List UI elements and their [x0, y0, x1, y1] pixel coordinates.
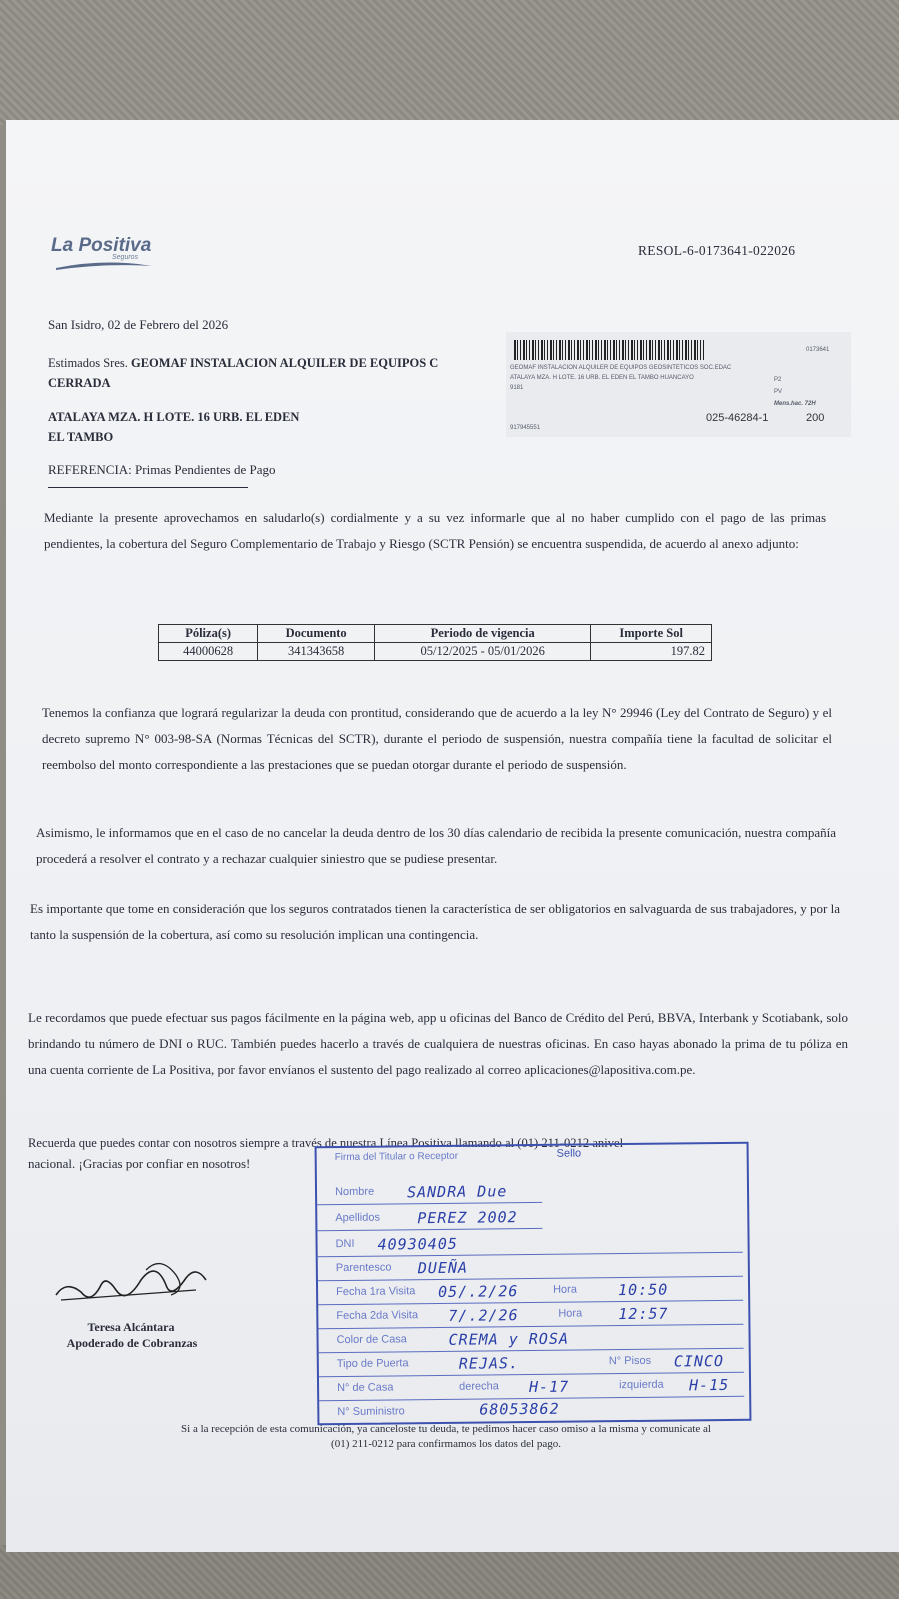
stamp-label-suministro: N° Suministro [337, 1405, 405, 1419]
delivery-stamp [315, 1142, 752, 1426]
address-line-2: EL TAMBO [48, 430, 114, 444]
stamp-value-dni: 40930405 [377, 1234, 458, 1254]
stamp-value-fecha2: 7/.2/26 [448, 1306, 519, 1325]
stamp-label-derecha: derecha [459, 1380, 499, 1393]
stamp-label-apellidos: Apellidos [335, 1211, 381, 1225]
paragraph-5: Le recordamos que puede efectuar sus pagos fácilmente en la página web, app u oficinas del Banco de Crédito del Perú, BBVA, Interbank y Scotiabank, solo brindando tu número de DNI o RUC. También puedes hacerlo a través de cualquiera de nuestras oficinas. En caso hayas abonado la prima de tu póliza en una cuenta corriente de La Positiva, por favor envíanos el sustento del pago realizado al correo aplicaciones@lapositiva.com.pe. [28, 1010, 848, 1077]
stamp-row-apellidos [317, 1206, 542, 1231]
label-line-1: GEOMAF INSTALACION ALQUILER DE EQUIPOS GEOSINTETICOS SOC.EDAC [510, 365, 732, 371]
label-side-pv: PV [774, 389, 783, 395]
stamp-value-puerta: REJAS. [458, 1354, 520, 1373]
stamp-value-suministro: 68053862 [479, 1399, 560, 1419]
reference-underline [48, 487, 248, 488]
logo-swoosh-icon [54, 260, 154, 272]
stamp-label-hora2: Hora [558, 1307, 583, 1320]
address-block [48, 407, 299, 447]
stamp-row-firma [317, 1146, 542, 1176]
label-line-3: 9181 [510, 385, 524, 391]
background-surface-bottom [0, 1545, 899, 1599]
cell-importe: 197.82 [591, 643, 712, 661]
stamp-label-izquierda: izquierda [619, 1378, 664, 1392]
company-logo: La Positiva [51, 235, 152, 256]
letter-page [6, 120, 899, 1552]
address-line-1: ATALAYA MZA. H LOTE. 16 URB. EL EDEN [48, 410, 300, 424]
stamp-value-apellidos: PEREZ 2002 [417, 1208, 518, 1228]
stamp-label-fecha2: Fecha 2da Visita [336, 1309, 419, 1323]
stamp-row-parentesco [318, 1254, 743, 1281]
col-header-documento: Documento [258, 625, 375, 643]
stamp-label-hora1: Hora [553, 1283, 577, 1296]
cell-poliza: 44000628 [159, 643, 258, 661]
label-line-2: ATALAYA MZA. H LOTE. 16 URB. EL EDEN EL TAMBO HUANCAYO [510, 375, 694, 381]
stamp-sello-label: Sello [556, 1147, 582, 1160]
company-name-cont: CERRADA [48, 376, 111, 390]
barcode [514, 340, 704, 360]
background-surface-top [0, 0, 899, 125]
stamp-label-firma: Firma del Titular o Receptor [334, 1150, 459, 1164]
stamp-row-fecha1 [318, 1278, 743, 1305]
stamp-label-nombre: Nombre [334, 1185, 375, 1199]
salutation: Estimados Sres. [48, 356, 128, 370]
cell-documento: 341343658 [258, 643, 375, 661]
col-header-periodo: Periodo de vigencia [375, 625, 591, 643]
company-name: GEOMAF INSTALACION ALQUILER DE EQUIPOS C [130, 356, 439, 370]
reference-line: REFERENCIA: Primas Pendientes de Pago [48, 462, 276, 477]
table-header-row [159, 625, 712, 643]
label-side-p2: P2 [774, 377, 782, 383]
stamp-label-color: Color de Casa [336, 1333, 407, 1347]
paragraph-1: Mediante la presente aprovechamos en saludarlo(s) cordialmente y a su vez informarle que al no haber cumplido con el pago de las primas pendientes, la cobertura del Seguro Complementario de Trabajo y Riesgo (SCTR Pensión) se encuentra suspendida, de acuerdo al anexo adjunto: [44, 510, 826, 551]
stamp-label-fecha1: Fecha 1ra Visita [336, 1285, 416, 1299]
stamp-row-casa [319, 1374, 744, 1401]
stamp-value-hora2: 12:57 [618, 1304, 669, 1324]
stamp-row-suministro [319, 1398, 744, 1424]
stamp-value-pisos: CINCO [673, 1352, 725, 1371]
addressee [48, 353, 508, 393]
signature-icon [46, 1250, 216, 1320]
col-header-importe: Importe Sol [591, 625, 712, 643]
stamp-row-puerta [319, 1350, 744, 1377]
label-line-4: 917945551 [510, 425, 541, 431]
paragraph-4: Es importante que tome en consideración que los seguros contratados tienen la característica de ser obligatorios en salvaguarda de sus trabajadores, y por la tanto la suspensión de la cobertura, así como su resolución implican una contingencia. [30, 901, 840, 942]
stamp-value-parentesco: DUEÑA [417, 1258, 469, 1278]
stamp-row-dni [317, 1230, 742, 1257]
col-header-poliza: Póliza(s) [159, 625, 258, 643]
stamp-label-pisos: N° Pisos [608, 1354, 652, 1368]
stamp-row-fecha2 [318, 1302, 743, 1329]
stamp-value-hora1: 10:50 [617, 1280, 669, 1300]
label-number: 200 [806, 412, 825, 424]
stamp-label-dni: DNI [335, 1237, 355, 1251]
stamp-value-casa-der: H-17 [528, 1377, 570, 1397]
signer-name: Teresa Alcántara [87, 1320, 175, 1334]
table-row [159, 643, 712, 661]
mailing-label [506, 332, 851, 437]
stamp-value-color: CREMA y ROSA [448, 1329, 570, 1349]
paragraph-3: Asimismo, le informamos que en el caso de no cancelar la deuda dentro de los 30 días calendario de recibida la presente comunicación, nuestra compañía procederá a resolver el contrato y a rechazar cualquier siniestro que se pudiese presentar. [36, 825, 836, 866]
footer-line-1: Si a la recepción de esta comunicación, ya canceloste tu deuda, te pedimos hacer caso omiso a la misma y comunicate al [181, 1423, 711, 1435]
premium-table [158, 624, 712, 661]
cell-periodo: 05/12/2025 - 05/01/2026 [375, 643, 591, 661]
signer-role: Apoderado de Cobranzas [66, 1336, 198, 1350]
stamp-label-puerta: Tipo de Puerta [336, 1357, 409, 1371]
resolution-number: RESOL-6-0173641-022026 [638, 243, 796, 258]
stamp-value-casa-izq: H-15 [688, 1375, 730, 1395]
paragraph-6-cont: nacional. ¡Gracias por confiar en nosotros! [28, 1156, 251, 1171]
paragraph-2: Tenemos la confianza que logrará regularizar la deuda con prontitud, considerando que de acuerdo a la ley N° 29946 (Ley del Contrato de Seguro) y el decreto supremo N° 003-98-SA (Normas Técnicas del SCTR), durante el periodo de suspensión, nuestra compañía tiene la facultad de solicitar el reembolso del monto correspondiente a las prestaciones que se puedan otorgar durante el periodo de suspensión. [42, 705, 832, 772]
label-side-code: 0173641 [806, 347, 830, 353]
label-side-mens: Mens.hac. 72H [774, 401, 816, 407]
label-code: 025-46284-1 [706, 412, 769, 424]
stamp-row-nombre [317, 1180, 542, 1205]
letter-date: San Isidro, 02 de Febrero del 2026 [48, 317, 229, 332]
stamp-row-color [318, 1326, 743, 1353]
stamp-value-fecha1: 05/.2/26 [437, 1282, 519, 1301]
stamp-label-parentesco: Parentesco [335, 1261, 392, 1275]
company-logo-sub: Seguros [112, 254, 139, 261]
footer-line-2: (01) 211-0212 para confirmamos los datos del pago. [331, 1438, 561, 1450]
paragraph-6: Recuerda que puedes contar con nosotros siempre a través de nuestra Línea Positiva llamando al (01) 211-0212 anivel [28, 1136, 624, 1150]
stamp-label-casa: N° de Casa [337, 1381, 394, 1395]
footer-note [116, 1422, 776, 1452]
stamp-value-nombre: SANDRA Due [406, 1182, 508, 1202]
